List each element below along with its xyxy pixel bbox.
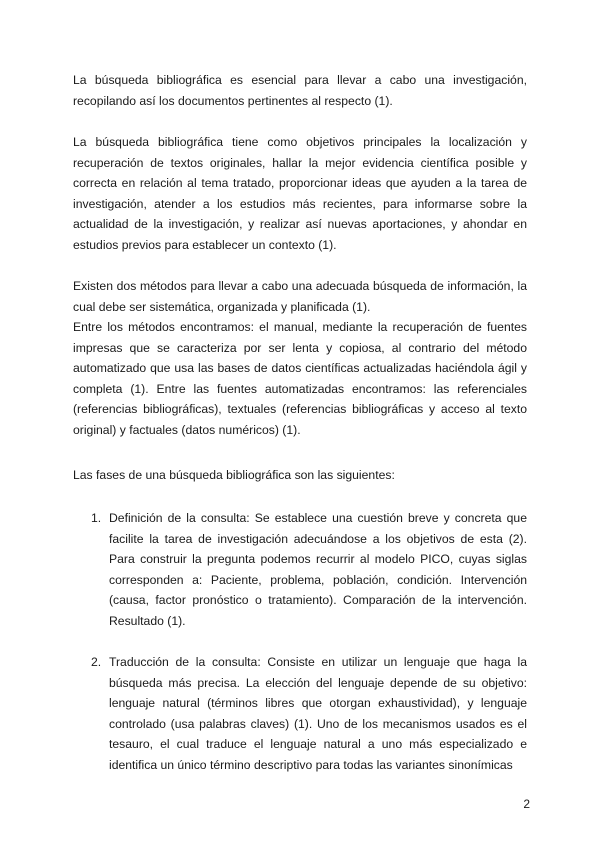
page-number: 2: [523, 797, 530, 811]
list-item-number: 1.: [91, 511, 102, 525]
paragraph-methods: Existen dos métodos para llevar a cabo una adecuada búsqueda de información, la cual debe ser sistemática, organizada y planificada (1).: [73, 279, 527, 314]
paragraph-objectives: La búsqueda bibliográfica tiene como objetivos principales la localización y recuperación de textos originales, hallar la mejor evidencia científica posible y correcta en relación al tema tratado, proporcionar ideas que ayuden a la tarea de investigación, atender a los estudios más recientes, para informarse sobre la actualidad de la investigación, y realizar así nuevas aportaciones, y ahondar en estudios previos para establecer un contexto (1).: [73, 135, 527, 252]
paragraph-intro: La búsqueda bibliográfica es esencial para llevar a cabo una investigación, recopilando así los documentos pertinentes al respecto (1).: [73, 73, 527, 108]
list-item-text: Definición de la consulta: Se establece una cuestión breve y concreta que facilite la tarea de investigación adecuándose a los objetivos de esta (2). Para construir la pregunta podemos recurrir al modelo PICO, cuyas siglas corresponden a: Paciente, problema, población, condición. Intervención (causa, factor pronóstico o tratamiento). Comparación de la intervención. Resultado (1).: [109, 511, 527, 628]
list-item-number: 2.: [91, 655, 102, 669]
paragraph-phases-intro: Las fases de una búsqueda bibliográfica son las siguientes:: [73, 468, 395, 482]
paragraph-methods-detail: Entre los métodos encontramos: el manual, mediante la recuperación de fuentes impresas que se caracteriza por ser lenta y copiosa, al contrario del método automatizado que usa las bases de datos científicas actualizadas haciéndola ágil y completa (1). Entre las fuentes automatizadas encontramos: las referenciales (referencias bibliográficas), textuales (referencias bibliográficas y acceso al texto original) y factuales (datos numéricos) (1).: [73, 320, 527, 437]
list-item-text: Traducción de la consulta: Consiste en utilizar un lenguaje que haga la búsqueda más precisa. La elección del lenguaje depende de su objetivo: lenguaje natural (términos libres que otorgan exhaustividad), y lenguaje controlado (usa palabras claves) (1). Uno de los mecanismos usados es el tesauro, el cual traduce el lenguaje natural a uno más especializado e identifica un único término descriptivo para todas las variantes sinonímicas: [109, 655, 527, 772]
